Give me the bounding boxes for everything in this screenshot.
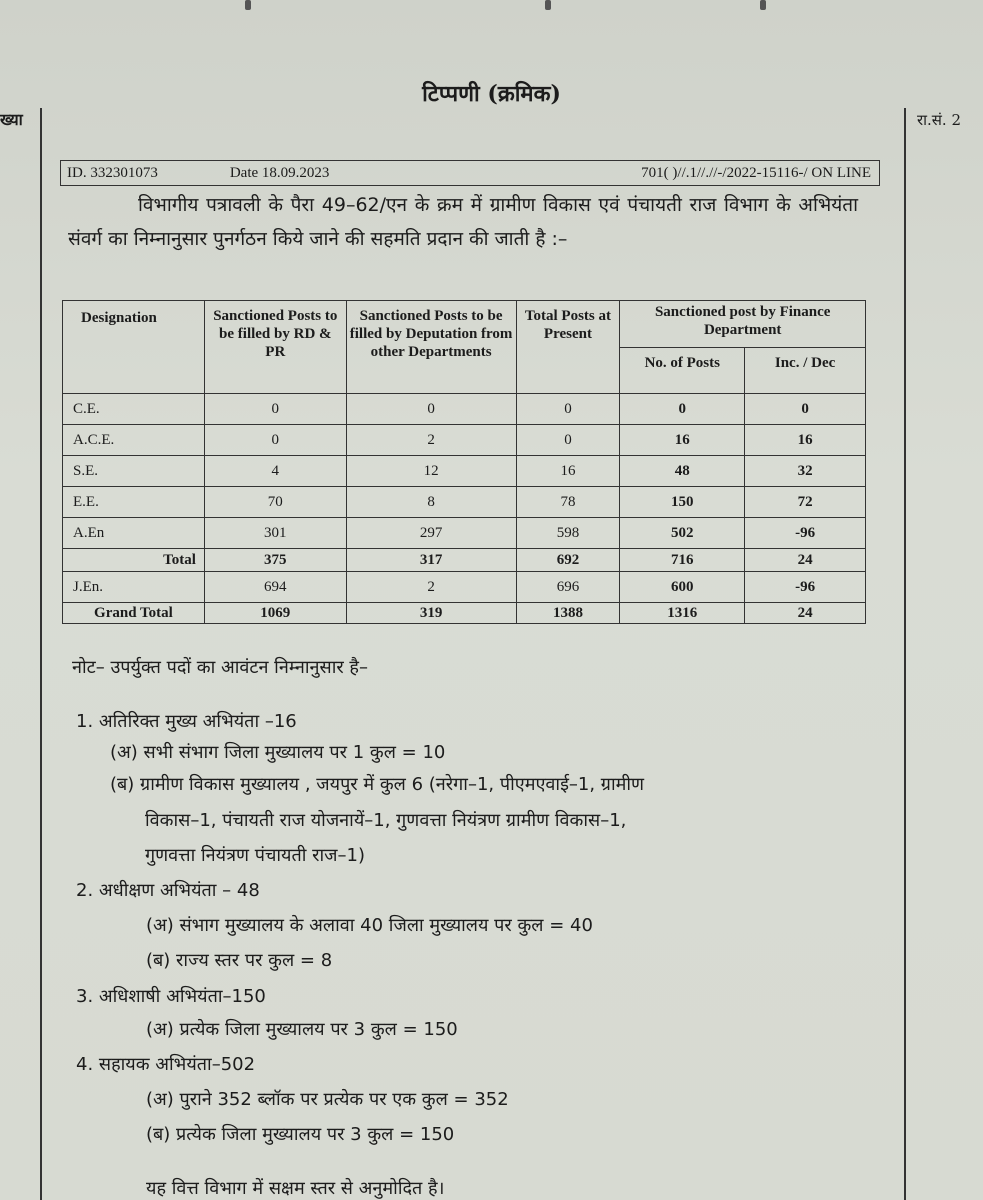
cell-designation: S.E. — [63, 456, 205, 487]
cell-present: 78 — [516, 487, 620, 518]
table-row — [63, 394, 866, 425]
cell-designation: E.E. — [63, 487, 205, 518]
cell-rdpr: 1069 — [204, 603, 346, 624]
note-subitem: (ब) राज्य स्तर पर कुल = 8 — [146, 950, 333, 971]
cell-present: 692 — [516, 549, 620, 572]
cell-designation: A.En — [63, 518, 205, 549]
col-no-posts: No. of Posts — [620, 347, 745, 394]
cell-designation: Grand Total — [63, 603, 205, 624]
cell-inc-dec: 72 — [745, 487, 866, 518]
col-finance: Sanctioned post by Finance Department — [620, 301, 866, 348]
note-subitem-continuation: गुणवत्ता नियंत्रण पंचायती राज–1) — [145, 845, 365, 866]
cell-rdpr: 70 — [204, 487, 346, 518]
cell-no-posts: 1316 — [620, 603, 745, 624]
col-deputation: Sanctioned Posts to be filled by Deputation from other Departments — [346, 301, 516, 394]
cell-inc-dec: -96 — [745, 518, 866, 549]
cell-deputation: 297 — [346, 518, 516, 549]
cell-inc-dec: 32 — [745, 456, 866, 487]
table-row — [63, 487, 866, 518]
table-row — [63, 425, 866, 456]
note-subitem: (ब) ग्रामीण विकास मुख्यालय , जयपुर में कुल 6 (नरेगा–1, पीएमएवाई–1, ग्रामीण — [110, 774, 645, 795]
cell-no-posts: 600 — [620, 572, 745, 603]
top-edge-marks — [0, 0, 983, 14]
cell-present: 0 — [516, 394, 620, 425]
cell-rdpr: 301 — [204, 518, 346, 549]
cell-no-posts: 716 — [620, 549, 745, 572]
col-present: Total Posts at Present — [516, 301, 620, 394]
table-row — [63, 572, 866, 603]
cell-designation: A.C.E. — [63, 425, 205, 456]
table-row — [63, 456, 866, 487]
cell-present: 16 — [516, 456, 620, 487]
cell-deputation: 2 — [346, 425, 516, 456]
cell-deputation: 0 — [346, 394, 516, 425]
cell-rdpr: 694 — [204, 572, 346, 603]
table-row — [63, 518, 866, 549]
cell-present: 1388 — [516, 603, 620, 624]
cell-rdpr: 0 — [204, 394, 346, 425]
notes-heading: नोट– उपर्युक्त पदों का आवंटन निम्नानुसार है– — [72, 657, 368, 678]
document-date: Date 18.09.2023 — [229, 164, 330, 181]
posts-table — [62, 300, 866, 624]
cell-present: 0 — [516, 425, 620, 456]
cell-no-posts: 0 — [620, 394, 745, 425]
col-inc-dec: Inc. / Dec — [745, 347, 866, 394]
cell-designation: Total — [63, 549, 205, 572]
table-header-row — [63, 301, 866, 348]
cell-no-posts: 150 — [620, 487, 745, 518]
cell-inc-dec: 16 — [745, 425, 866, 456]
cell-rdpr: 0 — [204, 425, 346, 456]
cell-rdpr: 375 — [204, 549, 346, 572]
cell-inc-dec: 0 — [745, 394, 866, 425]
id-reference-box — [60, 160, 880, 186]
document-id: ID. 332301073 — [67, 164, 158, 181]
file-reference: 701( )//.1//.//-/2022-15116-/ ON LINE — [641, 164, 871, 181]
right-margin-rule — [904, 108, 906, 1200]
cell-designation: C.E. — [63, 394, 205, 425]
note-subitem: (अ) पुराने 352 ब्लॉक पर प्रत्येक पर एक कुल = 352 — [146, 1089, 509, 1110]
note-subitem-continuation: विकास–1, पंचायती राज योजनायें–1, गुणवत्ता नियंत्रण ग्रामीण विकास–1, — [145, 810, 627, 831]
left-margin-rule — [40, 108, 42, 1200]
note-item: 4. सहायक अभियंता–502 — [76, 1054, 256, 1075]
note-subitem: (अ) प्रत्येक जिला मुख्यालय पर 3 कुल = 150 — [146, 1019, 458, 1040]
cell-inc-dec: 24 — [745, 603, 866, 624]
cell-deputation: 2 — [346, 572, 516, 603]
note-item: 2. अधीक्षण अभियंता – 48 — [76, 880, 260, 901]
cell-deputation: 317 — [346, 549, 516, 572]
cell-present: 696 — [516, 572, 620, 603]
note-subitem: (ब) प्रत्येक जिला मुख्यालय पर 3 कुल = 150 — [146, 1124, 455, 1145]
cell-no-posts: 48 — [620, 456, 745, 487]
table-total-row — [63, 549, 866, 572]
cell-no-posts: 16 — [620, 425, 745, 456]
cell-deputation: 8 — [346, 487, 516, 518]
right-margin-text: रा.सं. 2 — [916, 111, 961, 129]
cell-rdpr: 4 — [204, 456, 346, 487]
note-subitem: (अ) सभी संभाग जिला मुख्यालय पर 1 कुल = 10 — [110, 742, 446, 763]
left-margin-text: ख्या — [0, 110, 23, 129]
note-subitem: (अ) संभाग मुख्यालय के अलावा 40 जिला मुख्यालय पर कुल = 40 — [146, 915, 593, 936]
cell-inc-dec: -96 — [745, 572, 866, 603]
cell-deputation: 12 — [346, 456, 516, 487]
note-item: 1. अतिरिक्त मुख्य अभियंता –16 — [76, 711, 297, 732]
col-designation: Designation — [63, 301, 205, 394]
cell-designation: J.En. — [63, 572, 205, 603]
note-item: 3. अधिशाषी अभियंता–150 — [76, 986, 266, 1007]
cell-deputation: 319 — [346, 603, 516, 624]
cell-inc-dec: 24 — [745, 549, 866, 572]
cell-no-posts: 502 — [620, 518, 745, 549]
col-rdpr: Sanctioned Posts to be filled by RD & PR — [204, 301, 346, 394]
page-title: टिप्पणी (क्रमिक) — [422, 81, 561, 107]
table-grand-total-row — [63, 603, 866, 624]
intro-paragraph: विभागीय पत्रावली के पैरा 49–62/एन के क्रम में ग्रामीण विकास एवं पंचायती राज विभाग के अभियंता संवर्ग का निम्नानुसार पुनर्गठन किये जाने की सहमति प्रदान की जाती है :– — [68, 194, 858, 250]
approval-footer: यह वित्त विभाग में सक्षम स्तर से अनुमोदित है। — [146, 1178, 445, 1199]
cell-present: 598 — [516, 518, 620, 549]
